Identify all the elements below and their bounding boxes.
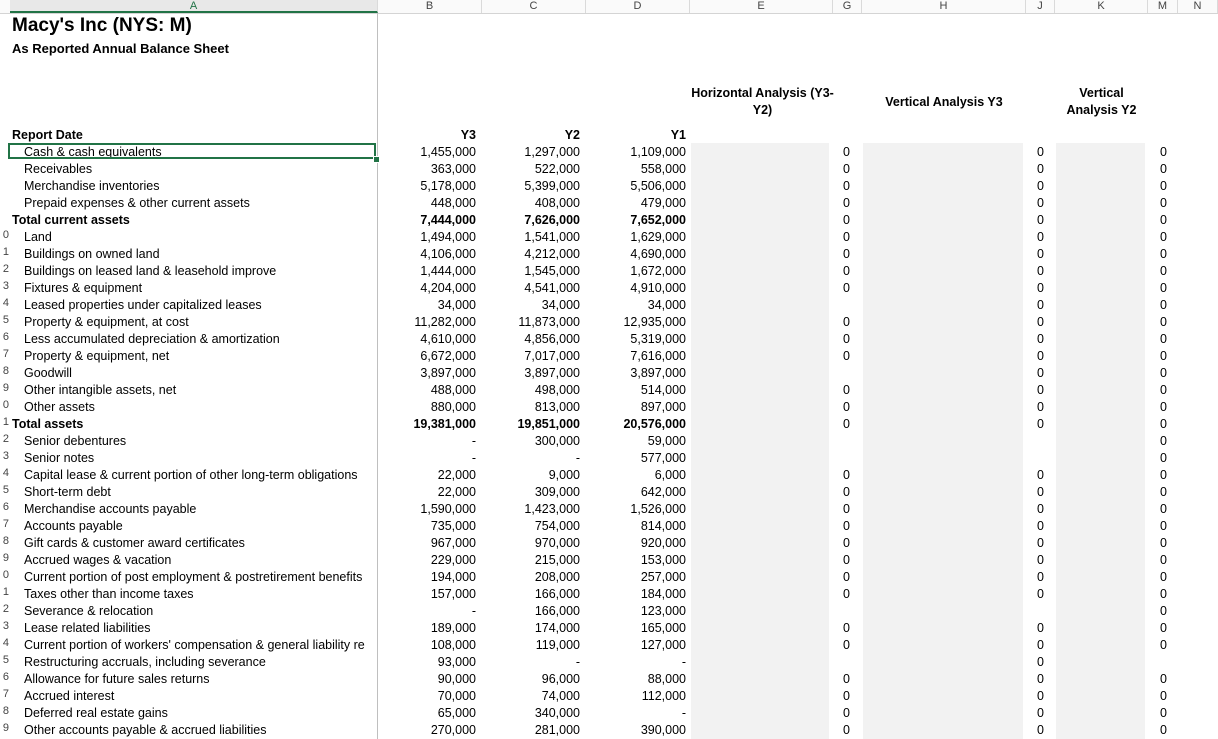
- vertical-y3-value[interactable]: 0: [1037, 196, 1044, 210]
- vertical-y3-value[interactable]: 0: [1037, 417, 1044, 431]
- vertical-y3-value[interactable]: 0: [1037, 315, 1044, 329]
- value-y1[interactable]: 20,576,000: [623, 417, 686, 431]
- row-number[interactable]: 3: [2, 280, 9, 292]
- horizontal-analysis-value[interactable]: 0: [843, 264, 850, 278]
- value-y3[interactable]: 3,897,000: [420, 366, 476, 380]
- vertical-y2-value[interactable]: 0: [1160, 196, 1167, 210]
- page-title: Macy's Inc (NYS: M): [12, 15, 192, 36]
- vertical-y2-value[interactable]: 0: [1160, 723, 1167, 737]
- vertical-y2-value[interactable]: 0: [1160, 570, 1167, 584]
- vertical-y3-value[interactable]: [862, 433, 1044, 450]
- row-label[interactable]: Restructuring accruals, including severance: [24, 655, 266, 669]
- vertical-y3-value[interactable]: 0: [1037, 587, 1044, 601]
- vertical-y3-value[interactable]: 0: [1037, 332, 1044, 346]
- vertical-y3-value[interactable]: 0: [1037, 230, 1044, 244]
- value-y1[interactable]: 1,672,000: [630, 264, 686, 278]
- vertical-y3-value[interactable]: 0: [1037, 264, 1044, 278]
- vertical-y3-value[interactable]: 0: [1037, 485, 1044, 499]
- vertical-y3-value[interactable]: 0: [1037, 655, 1044, 669]
- vertical-y2-value[interactable]: 0: [1160, 502, 1167, 516]
- vertical-y2-value[interactable]: 0: [1160, 315, 1167, 329]
- vertical-y2-value[interactable]: 0: [1160, 247, 1167, 261]
- row-number[interactable]: 7: [2, 348, 9, 360]
- value-y3[interactable]: 90,000: [437, 672, 476, 686]
- row-label[interactable]: Merchandise inventories: [24, 179, 160, 193]
- value-y2[interactable]: 1,541,000: [524, 230, 580, 244]
- row-label[interactable]: Receivables: [24, 162, 93, 176]
- row-label[interactable]: Senior debentures: [24, 434, 127, 448]
- value-y3[interactable]: 11,282,000: [414, 315, 476, 329]
- vertical-y3-value[interactable]: 0: [1037, 689, 1044, 703]
- value-y2[interactable]: 208,000: [534, 570, 580, 584]
- horizontal-analysis-value[interactable]: [690, 654, 850, 671]
- vertical-y3-value[interactable]: 0: [1037, 706, 1044, 720]
- value-y3[interactable]: 4,204,000: [420, 281, 476, 295]
- row-number[interactable]: 2: [2, 433, 9, 445]
- value-y1[interactable]: 577,000: [640, 451, 686, 465]
- vertical-y2-value[interactable]: 0: [1160, 400, 1167, 414]
- row-number[interactable]: 0: [2, 399, 9, 411]
- value-y2[interactable]: 1,545,000: [524, 264, 580, 278]
- value-y1[interactable]: 558,000: [640, 162, 686, 176]
- value-y1[interactable]: 514,000: [640, 383, 686, 397]
- row-number[interactable]: 8: [2, 535, 9, 547]
- value-y1[interactable]: 153,000: [640, 553, 686, 567]
- value-y2[interactable]: 4,541,000: [524, 281, 580, 295]
- vertical-y2-value[interactable]: 0: [1160, 485, 1167, 499]
- year-header-y3[interactable]: Y3: [460, 128, 476, 142]
- row-number-gutter: [0, 0, 10, 739]
- value-y2[interactable]: 3,897,000: [524, 366, 580, 380]
- row-label[interactable]: Accounts payable: [24, 519, 123, 533]
- value-y1[interactable]: 34,000: [647, 298, 686, 312]
- value-y2[interactable]: 300,000: [534, 434, 580, 448]
- value-y2[interactable]: 813,000: [534, 400, 580, 414]
- vertical-y2-value[interactable]: 0: [1160, 434, 1167, 448]
- horizontal-analysis-value[interactable]: 0: [843, 417, 850, 431]
- value-y1[interactable]: 5,506,000: [630, 179, 686, 193]
- horizontal-analysis-header: Horizontal Analysis (Y3-Y2): [691, 86, 834, 117]
- value-y2[interactable]: 522,000: [534, 162, 580, 176]
- vertical-y3-value[interactable]: 0: [1037, 281, 1044, 295]
- value-y3[interactable]: 1,455,000: [420, 145, 476, 159]
- vertical-y3-value[interactable]: 0: [1037, 247, 1044, 261]
- vertical-y2-value[interactable]: 0: [1160, 213, 1167, 227]
- row-label[interactable]: Other assets: [24, 400, 95, 414]
- value-y1[interactable]: 1,526,000: [630, 502, 686, 516]
- value-y3[interactable]: 19,381,000: [413, 417, 476, 431]
- row-number[interactable]: 4: [2, 637, 9, 649]
- selected-cell-outline[interactable]: [8, 143, 376, 159]
- vertical-y2-value[interactable]: 0: [1160, 417, 1167, 431]
- horizontal-analysis-value[interactable]: 0: [843, 247, 850, 261]
- value-y2[interactable]: 166,000: [534, 604, 580, 618]
- row-number[interactable]: 2: [2, 603, 9, 615]
- horizontal-analysis-value[interactable]: 0: [843, 672, 850, 686]
- row-number[interactable]: 8: [2, 365, 9, 377]
- column-header-b[interactable]: B: [378, 0, 482, 13]
- horizontal-analysis-value[interactable]: 0: [843, 179, 850, 193]
- value-y3[interactable]: 22,000: [437, 468, 476, 482]
- row-label[interactable]: Current portion of post employment & postretirement benefits: [24, 570, 363, 584]
- vertical-y3-value[interactable]: 0: [1037, 570, 1044, 584]
- row-number[interactable]: 3: [2, 620, 9, 632]
- column-header-h[interactable]: H: [862, 0, 1026, 13]
- value-y1[interactable]: 1,109,000: [630, 145, 686, 159]
- horizontal-analysis-value[interactable]: 0: [843, 706, 850, 720]
- horizontal-analysis-value[interactable]: 0: [843, 638, 850, 652]
- vertical-y2-value[interactable]: 0: [1160, 383, 1167, 397]
- column-header-j[interactable]: J: [1026, 0, 1055, 13]
- value-y2[interactable]: 166,000: [534, 587, 580, 601]
- vertical-y2-value[interactable]: 0: [1160, 706, 1167, 720]
- page-subtitle: As Reported Annual Balance Sheet: [12, 41, 229, 56]
- vertical-analysis-y2-header: Vertical Analysis Y2: [1066, 86, 1137, 117]
- horizontal-analysis-value[interactable]: 0: [843, 400, 850, 414]
- vertical-y3-value[interactable]: 0: [1037, 672, 1044, 686]
- horizontal-analysis-value[interactable]: [690, 365, 850, 382]
- value-y1[interactable]: 5,319,000: [630, 332, 686, 346]
- column-header-a[interactable]: A: [10, 0, 378, 13]
- vertical-y3-value[interactable]: 0: [1037, 621, 1044, 635]
- value-y1[interactable]: 165,000: [640, 621, 686, 635]
- value-y3[interactable]: 5,178,000: [420, 179, 476, 193]
- value-y2[interactable]: 11,873,000: [518, 315, 580, 329]
- value-y2[interactable]: 4,212,000: [524, 247, 580, 261]
- value-y3[interactable]: 4,610,000: [420, 332, 476, 346]
- column-header-n[interactable]: N: [1178, 0, 1218, 13]
- vertical-y2-value[interactable]: 0: [1160, 162, 1167, 176]
- value-y1[interactable]: 257,000: [640, 570, 686, 584]
- value-y2[interactable]: 34,000: [541, 298, 580, 312]
- column-header-m[interactable]: M: [1148, 0, 1178, 13]
- row-label[interactable]: Total assets: [12, 417, 84, 431]
- vertical-y3-value[interactable]: 0: [1037, 519, 1044, 533]
- value-y1[interactable]: 479,000: [640, 196, 686, 210]
- horizontal-analysis-value[interactable]: 0: [843, 332, 850, 346]
- horizontal-analysis-value[interactable]: 0: [843, 468, 850, 482]
- row-number[interactable]: 9: [2, 552, 9, 564]
- row-number[interactable]: 1: [2, 586, 9, 598]
- value-y2[interactable]: 7,017,000: [524, 349, 580, 363]
- horizontal-analysis-value[interactable]: 0: [843, 196, 850, 210]
- row-number[interactable]: 7: [2, 518, 9, 530]
- horizontal-analysis-value[interactable]: 0: [843, 145, 850, 159]
- row-label[interactable]: Short-term debt: [24, 485, 111, 499]
- value-y3[interactable]: 448,000: [430, 196, 476, 210]
- horizontal-analysis-value[interactable]: 0: [843, 281, 850, 295]
- vertical-y2-value[interactable]: 0: [1160, 519, 1167, 533]
- vertical-y2-value[interactable]: [1055, 654, 1167, 671]
- vertical-y3-value[interactable]: 0: [1037, 723, 1044, 737]
- vertical-y2-value[interactable]: 0: [1160, 145, 1167, 159]
- vertical-y3-value[interactable]: 0: [1037, 468, 1044, 482]
- vertical-y3-value[interactable]: 0: [1037, 502, 1044, 516]
- row-label[interactable]: Property & equipment, at cost: [24, 315, 189, 329]
- vertical-y3-value[interactable]: 0: [1037, 553, 1044, 567]
- horizontal-analysis-value[interactable]: 0: [843, 315, 850, 329]
- value-y1[interactable]: -: [681, 706, 686, 720]
- row-label[interactable]: Land: [24, 230, 52, 244]
- row-number[interactable]: 9: [2, 382, 9, 394]
- vertical-y3-value[interactable]: 0: [1037, 366, 1044, 380]
- value-y3[interactable]: 270,000: [430, 723, 476, 737]
- vertical-y2-value[interactable]: 0: [1160, 281, 1167, 295]
- value-y3[interactable]: 363,000: [430, 162, 476, 176]
- row-label[interactable]: Buildings on owned land: [24, 247, 160, 261]
- column-header-k[interactable]: K: [1055, 0, 1148, 13]
- row-label[interactable]: Lease related liabilities: [24, 621, 151, 635]
- year-header-y2[interactable]: Y2: [564, 128, 580, 142]
- vertical-y3-value[interactable]: 0: [1037, 383, 1044, 397]
- value-y3[interactable]: -: [471, 604, 476, 618]
- value-y2[interactable]: 215,000: [534, 553, 580, 567]
- value-y2[interactable]: 96,000: [541, 672, 580, 686]
- vertical-y2-value[interactable]: 0: [1160, 179, 1167, 193]
- row-label[interactable]: Total current assets: [12, 213, 130, 227]
- horizontal-analysis-value[interactable]: 0: [843, 570, 850, 584]
- value-y3[interactable]: 1,590,000: [420, 502, 476, 516]
- horizontal-analysis-value[interactable]: [690, 297, 850, 314]
- row-number[interactable]: 4: [2, 467, 9, 479]
- row-label[interactable]: Senior notes: [24, 451, 95, 465]
- vertical-y3-value[interactable]: [862, 603, 1044, 620]
- row-number[interactable]: 1: [2, 246, 9, 258]
- value-y2[interactable]: -: [575, 655, 580, 669]
- vertical-y3-value[interactable]: 0: [1037, 179, 1044, 193]
- vertical-y2-value[interactable]: 0: [1160, 366, 1167, 380]
- value-y3[interactable]: 194,000: [430, 570, 476, 584]
- row-label[interactable]: Other intangible assets, net: [24, 383, 177, 397]
- value-y2[interactable]: 19,851,000: [517, 417, 580, 431]
- row-number[interactable]: 4: [2, 297, 9, 309]
- vertical-y2-value[interactable]: 0: [1160, 621, 1167, 635]
- vertical-y3-value[interactable]: 0: [1037, 213, 1044, 227]
- value-y2[interactable]: 174,000: [534, 621, 580, 635]
- value-y3[interactable]: 880,000: [430, 400, 476, 414]
- vertical-y2-value[interactable]: 0: [1160, 332, 1167, 346]
- value-y1[interactable]: 4,690,000: [630, 247, 686, 261]
- column-header-e[interactable]: E: [690, 0, 833, 13]
- value-y3[interactable]: 967,000: [430, 536, 476, 550]
- row-label[interactable]: Capital lease & current portion of other long-term obligations: [24, 468, 358, 482]
- fill-handle[interactable]: [373, 156, 380, 163]
- value-y1[interactable]: 7,616,000: [630, 349, 686, 363]
- row-number[interactable]: 0: [2, 229, 9, 241]
- vertical-y2-value[interactable]: 0: [1160, 468, 1167, 482]
- value-y3[interactable]: 488,000: [430, 383, 476, 397]
- vertical-analysis-y3-header: Vertical Analysis Y3: [885, 94, 1003, 109]
- row-label[interactable]: Taxes other than income taxes: [24, 587, 194, 601]
- row-number[interactable]: 9: [2, 722, 9, 734]
- value-y2[interactable]: 408,000: [534, 196, 580, 210]
- row-number[interactable]: 6: [2, 671, 9, 683]
- value-y2[interactable]: 281,000: [534, 723, 580, 737]
- row-number[interactable]: 1: [2, 416, 9, 428]
- row-number[interactable]: 8: [2, 705, 9, 717]
- value-y1[interactable]: 127,000: [640, 638, 686, 652]
- vertical-y3-value[interactable]: 0: [1037, 145, 1044, 159]
- value-y2[interactable]: 7,626,000: [524, 213, 580, 227]
- row-label[interactable]: Prepaid expenses & other current assets: [24, 196, 250, 210]
- row-label[interactable]: Goodwill: [24, 366, 72, 380]
- value-y3[interactable]: 93,000: [437, 655, 476, 669]
- horizontal-analysis-value[interactable]: 0: [843, 689, 850, 703]
- vertical-y2-value[interactable]: 0: [1160, 587, 1167, 601]
- value-y2[interactable]: 74,000: [541, 689, 580, 703]
- value-y3[interactable]: 1,444,000: [420, 264, 476, 278]
- value-y2[interactable]: 970,000: [534, 536, 580, 550]
- vertical-y2-value[interactable]: 0: [1160, 672, 1167, 686]
- value-y2[interactable]: 9,000: [548, 468, 580, 482]
- horizontal-analysis-value[interactable]: 0: [843, 383, 850, 397]
- value-y1[interactable]: 12,935,000: [623, 315, 686, 329]
- value-y3[interactable]: 229,000: [430, 553, 476, 567]
- row-label[interactable]: Allowance for future sales returns: [24, 672, 210, 686]
- value-y3[interactable]: 6,672,000: [420, 349, 476, 363]
- horizontal-analysis-value[interactable]: 0: [843, 553, 850, 567]
- column-header-c[interactable]: C: [482, 0, 586, 13]
- row-label[interactable]: Severance & relocation: [24, 604, 154, 618]
- value-y1[interactable]: 920,000: [640, 536, 686, 550]
- report-date-label[interactable]: Report Date: [12, 128, 83, 142]
- horizontal-analysis-value[interactable]: 0: [843, 485, 850, 499]
- value-y3[interactable]: 4,106,000: [420, 247, 476, 261]
- row-label[interactable]: Cash & cash equivalents: [24, 145, 162, 159]
- value-y3[interactable]: 108,000: [430, 638, 476, 652]
- value-y3[interactable]: 34,000: [437, 298, 476, 312]
- value-y1[interactable]: 7,652,000: [630, 213, 686, 227]
- vertical-y3-value[interactable]: 0: [1037, 638, 1044, 652]
- value-y3[interactable]: 735,000: [430, 519, 476, 533]
- horizontal-analysis-value[interactable]: 0: [843, 621, 850, 635]
- value-y2[interactable]: 498,000: [534, 383, 580, 397]
- row-label[interactable]: Accrued wages & vacation: [24, 553, 172, 567]
- horizontal-analysis-value[interactable]: 0: [843, 723, 850, 737]
- value-y2[interactable]: 754,000: [534, 519, 580, 533]
- row-number[interactable]: 2: [2, 263, 9, 275]
- row-label[interactable]: Current portion of workers' compensation & general liability re: [24, 638, 365, 652]
- value-y2[interactable]: 119,000: [535, 638, 580, 652]
- value-y3[interactable]: 1,494,000: [420, 230, 476, 244]
- value-y3[interactable]: 70,000: [437, 689, 476, 703]
- row-label[interactable]: Buildings on leased land & leasehold improve: [24, 264, 277, 278]
- row-number[interactable]: 5: [2, 654, 9, 666]
- row-number[interactable]: 3: [2, 450, 9, 462]
- year-header-y1[interactable]: Y1: [670, 128, 686, 142]
- value-y2[interactable]: 309,000: [534, 485, 580, 499]
- row-label[interactable]: Deferred real estate gains: [24, 706, 168, 720]
- row-label[interactable]: Less accumulated depreciation & amortization: [24, 332, 280, 346]
- vertical-y3-value[interactable]: 0: [1037, 298, 1044, 312]
- row-number[interactable]: 0: [2, 569, 9, 581]
- horizontal-analysis-value[interactable]: [690, 450, 850, 467]
- value-y1[interactable]: 123,000: [640, 604, 686, 618]
- vertical-y2-value[interactable]: 0: [1160, 264, 1167, 278]
- row-label[interactable]: Other accounts payable & accrued liabilities: [24, 723, 267, 737]
- horizontal-analysis-value[interactable]: [690, 433, 850, 450]
- value-y1[interactable]: 814,000: [640, 519, 686, 533]
- row-number[interactable]: 7: [2, 688, 9, 700]
- vertical-y3-value[interactable]: 0: [1037, 162, 1044, 176]
- horizontal-analysis-value[interactable]: 0: [843, 519, 850, 533]
- vertical-y3-value[interactable]: 0: [1037, 536, 1044, 550]
- vertical-y2-value[interactable]: 0: [1160, 451, 1167, 465]
- vertical-y2-value[interactable]: 0: [1160, 230, 1167, 244]
- value-y3[interactable]: -: [471, 451, 476, 465]
- value-y2[interactable]: -: [575, 451, 580, 465]
- vertical-y2-value[interactable]: 0: [1160, 349, 1167, 363]
- value-y1[interactable]: 642,000: [640, 485, 686, 499]
- value-y1[interactable]: 3,897,000: [630, 366, 686, 380]
- vertical-y2-value[interactable]: 0: [1160, 689, 1167, 703]
- vertical-y3-value[interactable]: 0: [1037, 400, 1044, 414]
- vertical-y2-value[interactable]: 0: [1160, 298, 1167, 312]
- vertical-y2-value[interactable]: 0: [1160, 638, 1167, 652]
- column-header-d[interactable]: D: [586, 0, 690, 13]
- column-header-g[interactable]: G: [833, 0, 862, 13]
- value-y3[interactable]: 189,000: [430, 621, 476, 635]
- value-y1[interactable]: -: [681, 655, 686, 669]
- vertical-y2-value[interactable]: 0: [1160, 553, 1167, 567]
- row-label[interactable]: Gift cards & customer award certificates: [24, 536, 245, 550]
- row-number[interactable]: 6: [2, 501, 9, 513]
- vertical-y3-value[interactable]: 0: [1037, 349, 1044, 363]
- value-y3[interactable]: 65,000: [437, 706, 476, 720]
- horizontal-analysis-value[interactable]: 0: [843, 230, 850, 244]
- value-y2[interactable]: 1,297,000: [524, 145, 580, 159]
- vertical-y2-value[interactable]: 0: [1160, 536, 1167, 550]
- horizontal-analysis-value[interactable]: 0: [843, 536, 850, 550]
- row-number[interactable]: 6: [2, 331, 9, 343]
- horizontal-analysis-value[interactable]: [690, 603, 850, 620]
- value-y1[interactable]: 4,910,000: [630, 281, 686, 295]
- value-y1[interactable]: 88,000: [647, 672, 686, 686]
- vertical-y2-value[interactable]: 0: [1160, 604, 1167, 618]
- value-y3[interactable]: 22,000: [437, 485, 476, 499]
- row-number[interactable]: 5: [2, 314, 9, 326]
- value-y3[interactable]: -: [471, 434, 476, 448]
- row-number[interactable]: 5: [2, 484, 9, 496]
- row-label[interactable]: Merchandise accounts payable: [24, 502, 197, 516]
- horizontal-analysis-value[interactable]: 0: [843, 213, 850, 227]
- row-label[interactable]: Accrued interest: [24, 689, 115, 703]
- vertical-y3-value[interactable]: [862, 450, 1044, 467]
- row-label[interactable]: Leased properties under capitalized leases: [24, 298, 262, 312]
- value-y1[interactable]: 184,000: [640, 587, 686, 601]
- value-y1[interactable]: 897,000: [640, 400, 686, 414]
- value-y1[interactable]: 390,000: [640, 723, 686, 737]
- value-y1[interactable]: 6,000: [654, 468, 686, 482]
- row-label[interactable]: Fixtures & equipment: [24, 281, 143, 295]
- horizontal-analysis-value[interactable]: 0: [843, 502, 850, 516]
- horizontal-analysis-value[interactable]: 0: [843, 349, 850, 363]
- horizontal-analysis-value[interactable]: 0: [843, 162, 850, 176]
- value-y3[interactable]: 7,444,000: [420, 213, 476, 227]
- horizontal-analysis-value[interactable]: 0: [843, 587, 850, 601]
- row-label[interactable]: Property & equipment, net: [24, 349, 170, 363]
- value-y2[interactable]: 340,000: [534, 706, 580, 720]
- value-y2[interactable]: 1,423,000: [524, 502, 580, 516]
- value-y1[interactable]: 1,629,000: [630, 230, 686, 244]
- value-y3[interactable]: 157,000: [430, 587, 476, 601]
- value-y1[interactable]: 59,000: [647, 434, 686, 448]
- column-header-bar: [0, 0, 1218, 14]
- value-y1[interactable]: 112,000: [641, 689, 686, 703]
- value-y2[interactable]: 4,856,000: [524, 332, 580, 346]
- value-y2[interactable]: 5,399,000: [524, 179, 580, 193]
